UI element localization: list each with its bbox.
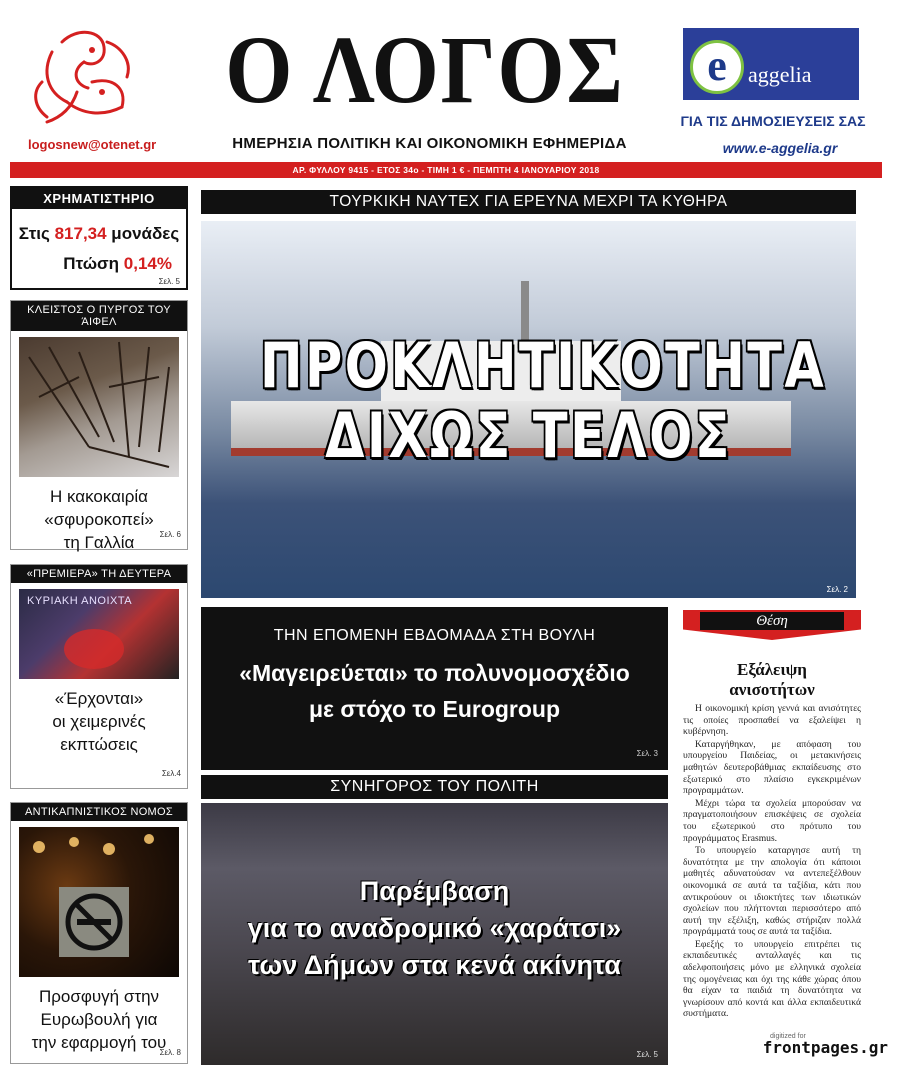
stock-change-value: 0,14% — [123, 254, 172, 273]
no-smoking-icon — [19, 827, 181, 977]
stock-market-box[interactable] — [10, 186, 188, 290]
opinion-badge: Θέση — [700, 612, 844, 630]
side-story-eiffel[interactable] — [10, 300, 188, 550]
bottom-headline-line: Παρέμβαση — [359, 876, 510, 906]
fallen-tree-icon — [19, 337, 181, 477]
page-ref: Σελ. 8 — [159, 1048, 181, 1057]
side-story-smoking[interactable] — [10, 802, 188, 1064]
caption-line: Προσφυγή στην — [38, 987, 160, 1006]
page-ref: Σελ. 3 — [636, 749, 658, 758]
opinion-title[interactable] — [683, 660, 861, 700]
opinion-paragraph: Καταργήθηκαν, με απόφαση του υπουργείου Παιδείας, οι μετακινήσεις μαθητών δευτεροβάθμιας εκπαίδευσης στο εξωτερικό στο πλαίσιο εγκεκριμένων προγραμμάτων. — [683, 738, 861, 797]
caption-line: Ευρωβουλή για — [40, 1010, 158, 1029]
logo-icon — [22, 22, 152, 132]
main-headline — [259, 329, 827, 472]
main-story-tag[interactable]: ΤΟΥΡΚΙΚΗ ΝΑΥΤΕΧ ΓΙΑ ΕΡΕΥΝΑ ΜΕΧΡΙ ΤΑ ΚΥΘΗΡΑ — [201, 190, 856, 214]
side-story-sales[interactable] — [10, 564, 188, 789]
mid-story-tag: ΤΗΝ ΕΠΟΜΕΝΗ ΕΒΔΟΜΑΔΑ ΣΤΗ ΒΟΥΛΗ — [273, 627, 596, 644]
caption-line: την εφαρμογή του — [31, 1033, 167, 1052]
stock-index-value: 817,34 — [54, 224, 107, 243]
opinion-paragraph: Η οικονομική κρίση γεννά και ανισότητες τις οποίες προσπαθεί να εξαλείψει η κυβέρνηση. — [683, 703, 861, 738]
caption-line: εκπτώσεις — [60, 735, 138, 754]
page-ref: Σελ. 6 — [159, 530, 181, 539]
sale-sign-icon — [64, 629, 124, 669]
caption-line: Η κακοκαιρία — [49, 487, 149, 506]
caption-line: τη Γαλλία — [63, 533, 135, 552]
opinion-body — [683, 703, 861, 1021]
stock-index-suffix: μονάδες — [106, 224, 180, 243]
opinion-paragraph: Εφεξής το υπουργείο επιτρέπει τις εκπαιδευτικές ανταλλαγές και τις αδελφοποιήσεις μόνο με ελληνικά σχολεία της ομογένειας και όχι της κάθε χώρας όπου θα είχαν τα παιδιά τη δυνατότητα να γνωρίσουν από κοντά και άλλα εκπαιδευτικά συστήματα. — [683, 938, 861, 1020]
side-story-caption — [11, 687, 187, 756]
ad-brand-text: aggelia — [748, 62, 812, 87]
bottom-story-tag[interactable]: ΣΥΝΗΓΟΡΟΣ ΤΟΥ ΠΟΛΙΤΗ — [201, 775, 668, 799]
side-story-heading: «ΠΡΕΜΙΕΡΑ» ΤΗ ΔΕΥΤΕΡΑ — [11, 565, 187, 583]
page-ref: Σελ.4 — [161, 769, 181, 778]
stock-heading: ΧΡΗΜΑΤΙΣΤΗΡΙΟ — [12, 188, 186, 209]
storm-photo — [19, 337, 179, 477]
watermark-small: digitized for — [770, 1033, 806, 1040]
caption-line: «Έρχονται» — [54, 689, 144, 708]
main-headline-line: ΔΙΧΩΣ ΤΕΛΟΣ — [325, 399, 732, 472]
newspaper-title: Ο ΛΟΓΟΣ — [225, 16, 625, 123]
caption-line: «σφυροκοπεί» — [44, 510, 154, 529]
mid-story-headline: «Μαγειρεύεται» το πολυνομοσχέδιο — [239, 660, 630, 686]
mid-story-headline: με στόχο το Eurogroup — [308, 696, 561, 722]
opinion-paragraph: Μέχρι τώρα τα σχολεία μπορούσαν να πραγματοποιήσουν επισκέψεις σε σχολεία του εξωτερικού στο πρότυπο του προγράμματος Erasmus. — [683, 797, 861, 844]
side-story-heading: ΑΝΤΙΚΑΠΝΙΣΤΙΚΟΣ ΝΟΜΟΣ — [11, 803, 187, 821]
shop-sign-text: ΚΥΡΙΑΚΗ ΑΝΟΙΧΤΑ — [27, 595, 133, 607]
newspaper-subtitle: ΗΜΕΡΗΣΙΑ ΠΟΛΙΤΙΚΗ ΚΑΙ ΟΙΚΟΝΟΜΙΚΗ ΕΦΗΜΕΡΙΔΑ — [232, 135, 627, 152]
stock-index-prefix: Στις — [18, 224, 55, 243]
bar-photo — [19, 827, 179, 977]
ad-logo-icon: e — [690, 40, 744, 94]
bottom-story-photo[interactable] — [201, 803, 668, 1065]
watermark: frontpages.gr — [762, 1038, 888, 1057]
stock-change-line — [12, 254, 172, 274]
caption-line: οι χειμερινές — [52, 712, 146, 731]
issue-info-bar: ΑΡ. ΦΥΛΛΟΥ 9415 - ΕΤΟΣ 34ο - ΤΙΜΗ 1 € - ΠΕΜΠΤΗ 4 ΙΑΝΟΥΑΡΙΟΥ 2018 — [10, 162, 882, 178]
side-story-caption — [11, 985, 187, 1054]
main-story-photo[interactable] — [201, 221, 856, 598]
opinion-paragraph: Το υπουργείο καταργησε αυτή τη δυνατότητα με την απολογία ότι κάποιοι μαθητές αδυνατούσαν να αντεπεξέλθουν οικονομικά σε αυτά τα ταξίδια, κάτι που αντικρούουν οι ιδιοκτήτες των ιδιωτικών σχολείων που πλήττονται περισσότερο από αυτή την εξέλιξη, καθώς στήριζαν πολλά προγράμματά τους σε αυτά τα ταξίδια. — [683, 845, 861, 938]
shop-photo — [19, 589, 179, 679]
page-ref: Σελ. 2 — [826, 585, 848, 594]
page-ref: Σελ. 5 — [636, 1050, 658, 1059]
stock-change-prefix: Πτώση — [63, 254, 124, 273]
page-ref: Σελ. 5 — [158, 277, 180, 286]
opinion-title-line: ανισοτήτων — [729, 680, 815, 699]
side-story-heading: ΚΛΕΙΣΤΟΣ Ο ΠΥΡΓΟΣ ΤΟΥ ΆΙΦΕΛ — [11, 301, 187, 331]
mid-story-box[interactable] — [201, 607, 668, 770]
opinion-title-line: Εξάλειψη — [737, 660, 807, 679]
main-headline-line: ΠΡΟΚΛΗΤΙΚΟΤΗΤΑ — [259, 329, 827, 402]
side-story-caption — [11, 485, 187, 554]
ad-tagline: ΓΙΑ ΤΙΣ ΔΗΜΟΣΙΕΥΣΕΙΣ ΣΑΣ — [680, 113, 866, 129]
ad-url-link[interactable]: www.e-aggelia.gr — [722, 140, 838, 156]
bottom-story-headline — [201, 873, 668, 984]
contact-email[interactable]: logosnew@otenet.gr — [28, 137, 157, 152]
bottom-headline-line: των Δήμων στα κενά ακίνητα — [248, 950, 621, 980]
bottom-headline-line: για το αναδρομικό «χαράτσι» — [247, 913, 622, 943]
stock-index-line — [12, 224, 186, 244]
